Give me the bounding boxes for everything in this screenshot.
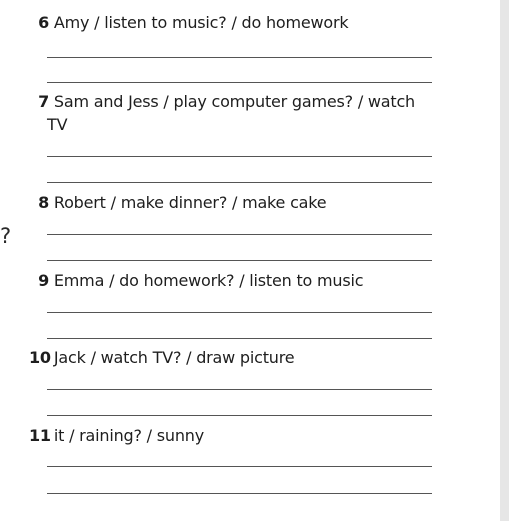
answer-line[interactable] [47,493,432,494]
exercise-number: 7 [38,92,49,111]
exercise-text: Amy / listen to music? / do homework [53,13,349,32]
answer-line[interactable] [47,234,432,235]
exercise-10-prompt [29,347,294,368]
cropped-text-fragment: ? [0,224,12,248]
answer-line[interactable] [47,260,432,261]
page-edge-strip [500,0,509,521]
answer-line[interactable] [47,466,432,467]
exercise-7-continuation: TV [47,115,68,134]
answer-line[interactable] [47,82,432,83]
exercise-11-prompt [29,425,204,446]
exercise-number: 9 [38,271,49,290]
exercise-text: Emma / do homework? / listen to music [53,271,364,290]
exercise-text: it / raining? / sunny [53,426,204,445]
exercise-number: 10 [29,348,51,367]
answer-line[interactable] [47,156,432,157]
exercise-text: Robert / make dinner? / make cake [53,193,327,212]
answer-line[interactable] [47,389,432,390]
answer-line[interactable] [47,415,432,416]
exercise-text: Sam and Jess / play computer games? / watch [53,92,416,111]
exercise-7-prompt [29,91,415,112]
answer-line[interactable] [47,182,432,183]
exercise-number: 8 [38,193,49,212]
answer-line[interactable] [47,338,432,339]
exercise-number: 6 [38,13,49,32]
exercise-text: Jack / watch TV? / draw picture [53,348,295,367]
exercise-8-prompt [29,192,326,213]
exercise-number: 11 [29,426,51,445]
answer-line[interactable] [47,57,432,58]
answer-line[interactable] [47,312,432,313]
exercise-9-prompt [29,270,363,291]
exercise-6-prompt [29,12,348,33]
